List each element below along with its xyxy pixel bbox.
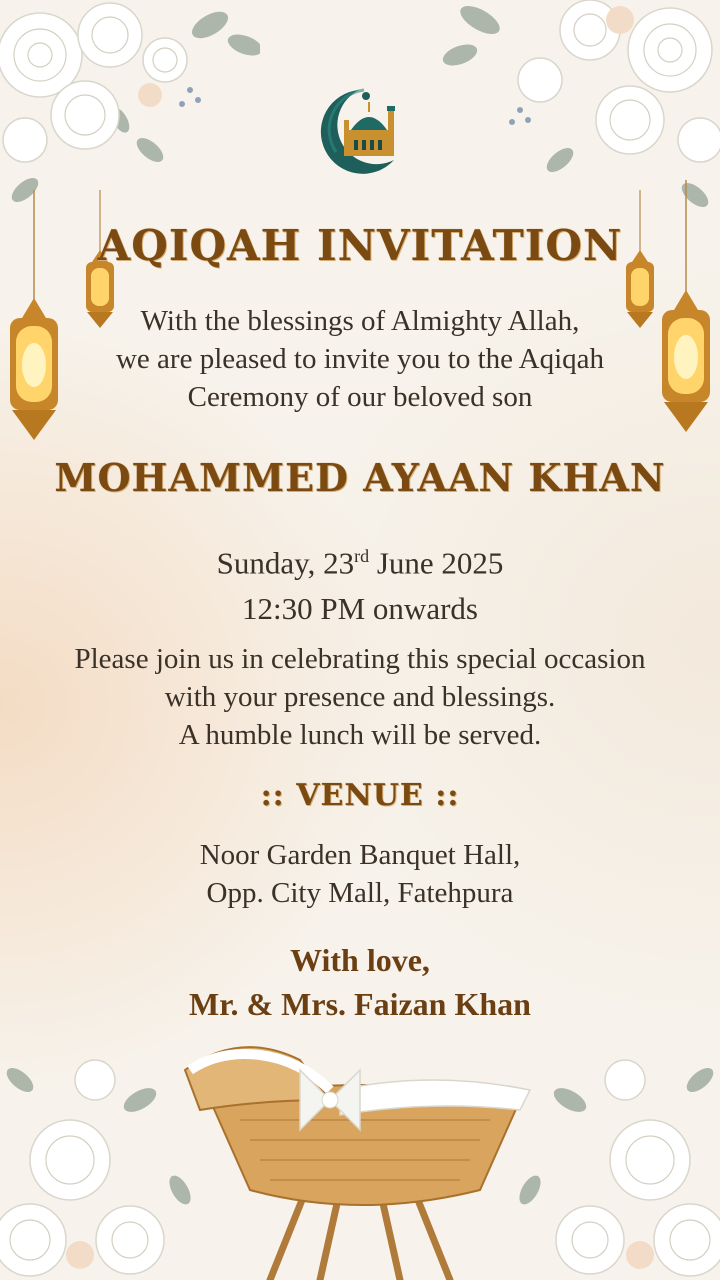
venue-address bbox=[0, 836, 720, 912]
event-date bbox=[0, 533, 720, 586]
event-datetime bbox=[0, 533, 720, 632]
venue-line: Opp. City Mall, Fatehpura bbox=[206, 877, 514, 909]
intro-line: With the blessings of Almighty Allah, bbox=[140, 305, 580, 337]
message-line: A humble lunch will be served. bbox=[178, 719, 542, 751]
signature bbox=[0, 938, 720, 1026]
mosque-crescent-icon bbox=[314, 82, 404, 177]
invitation-title: AQIQAH INVITATION bbox=[97, 221, 623, 270]
child-name: MOHAMMED AYAAN KHAN bbox=[54, 455, 666, 500]
event-time: 12:30 PM onwards bbox=[242, 591, 478, 627]
message-line: with your presence and blessings. bbox=[164, 681, 556, 713]
event-day: Sunday, 23 bbox=[216, 545, 355, 581]
venue-heading: :: VENUE :: bbox=[260, 778, 460, 813]
signature-greeting: With love, bbox=[290, 942, 430, 978]
event-month-year: June 2025 bbox=[369, 545, 504, 581]
venue-line: Noor Garden Banquet Hall, bbox=[199, 839, 521, 871]
intro-text bbox=[0, 302, 720, 416]
signature-names: Mr. & Mrs. Faizan Khan bbox=[189, 986, 531, 1022]
intro-line: we are pleased to invite you to the Aqiqah bbox=[115, 343, 605, 375]
baby-cradle-basket bbox=[180, 1030, 540, 1280]
intro-line: Ceremony of our beloved son bbox=[187, 381, 533, 413]
message-line: Please join us in celebrating this special occasion bbox=[74, 643, 646, 675]
event-day-suffix: rd bbox=[354, 546, 370, 566]
message-text bbox=[0, 640, 720, 754]
